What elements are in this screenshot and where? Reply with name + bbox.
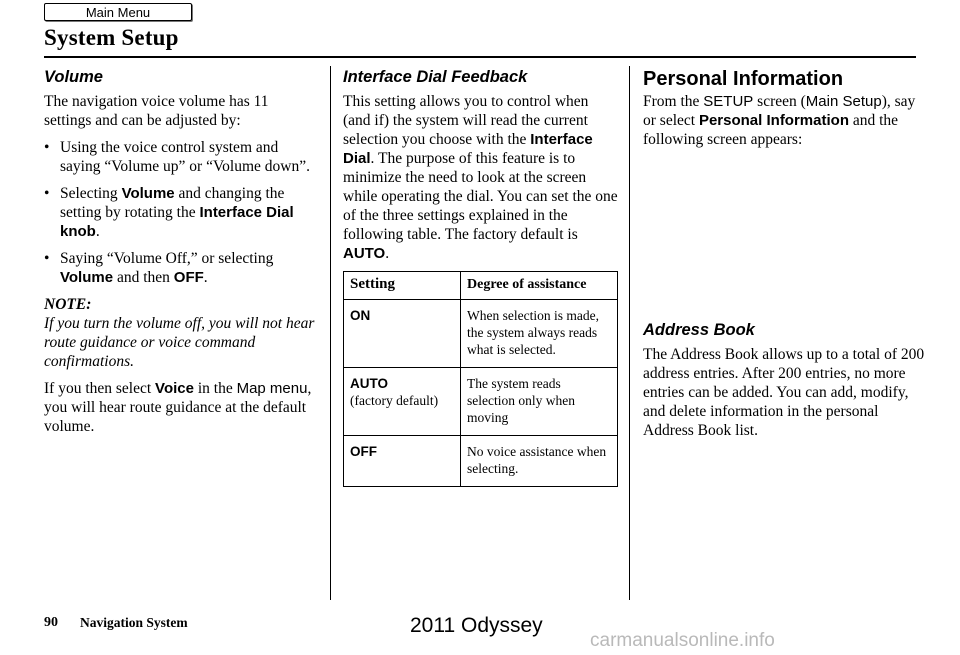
bullet-text: Using the voice control system and saying “Volume up” or “Volume down”. — [60, 139, 310, 175]
dial-feedback-paragraph — [343, 92, 618, 263]
setting-value: OFF — [350, 444, 377, 459]
text: If you then select — [44, 380, 156, 397]
main-menu-button[interactable]: Main Menu — [44, 3, 192, 21]
bullet-icon: • — [44, 139, 50, 156]
table-cell-setting — [344, 300, 461, 368]
table-row — [344, 436, 618, 487]
setting-subtext: (factory default) — [350, 393, 439, 408]
ui-term: Interface Dial knob — [60, 204, 294, 240]
table-cell-desc: When selection is made, the system always reads what is selected. — [461, 300, 618, 368]
table-header-row — [344, 272, 618, 300]
settings-table — [343, 271, 618, 487]
ui-term: Volume — [60, 269, 114, 286]
bullet-text: . — [203, 269, 208, 286]
text: . — [385, 245, 390, 262]
dial-feedback-heading: Interface Dial Feedback — [343, 68, 528, 86]
personal-info-heading: Personal Information — [643, 68, 844, 90]
footer-model: 2011 Odyssey — [410, 614, 543, 637]
bullet-text: . — [95, 223, 100, 240]
screen-image-placeholder — [643, 157, 925, 319]
setting-value: AUTO — [350, 376, 389, 391]
table-row — [344, 368, 618, 436]
volume-intro: The navigation voice volume has 11 settings and can be adjusted by: — [44, 93, 269, 129]
address-book-paragraph: The Address Book allows up to a total of 200 address entries. After 200 entries, no more entries can be added. You can add, modify, and delete information in the personal Address Book list. — [643, 346, 925, 439]
text: This setting allows you to control when (and if) the system will read the current selection you choose with the — [343, 93, 589, 148]
bullet-icon: • — [44, 250, 50, 267]
ui-term: OFF — [173, 269, 204, 286]
list-item — [44, 138, 316, 176]
column-divider — [330, 66, 331, 600]
note-heading: NOTE: — [44, 296, 92, 313]
voice-paragraph — [44, 379, 316, 436]
text: From the — [643, 93, 704, 110]
page-number: 90 — [44, 615, 58, 630]
text: . The purpose of this feature is to minimize the need to look at the screen while operating the dial. You can set the one of the three settings explained in the following table. The factory default is — [343, 150, 618, 243]
ui-term: Voice — [155, 380, 194, 397]
text: , you will hear route guidance at the default volume. — [44, 380, 312, 435]
personal-info-paragraph — [643, 92, 925, 149]
footer-label: Navigation System — [80, 615, 188, 630]
bullet-text: and then — [113, 269, 174, 286]
ui-term: AUTO — [343, 245, 386, 262]
volume-heading: Volume — [44, 68, 103, 86]
watermark: carmanualsonline.info — [590, 630, 775, 651]
column-header-assistance: Degree of assistance — [461, 272, 618, 300]
ui-term: Map menu — [236, 380, 308, 397]
ui-term: Interface Dial — [343, 131, 593, 167]
table-cell-desc: No voice assistance when selecting. — [461, 436, 618, 487]
table-cell-setting — [344, 368, 461, 436]
table-row — [344, 300, 618, 368]
title-divider — [44, 56, 916, 58]
list-item — [44, 249, 316, 287]
ui-term: Main Setup — [805, 93, 882, 110]
dial-feedback-section — [343, 66, 618, 487]
bullet-icon: • — [44, 185, 50, 202]
ui-term: Volume — [121, 185, 175, 202]
text: in the — [193, 380, 237, 397]
text: screen ( — [753, 93, 806, 110]
list-item — [44, 184, 316, 241]
bullet-text: and changing the setting by rotating the — [60, 185, 285, 221]
text: ), say or select — [643, 93, 916, 129]
setting-value: ON — [350, 308, 371, 323]
table-cell-setting — [344, 436, 461, 487]
column-divider — [629, 66, 630, 600]
text: and the following screen appears: — [643, 112, 899, 148]
page-title: System Setup — [44, 25, 179, 50]
address-book-heading: Address Book — [643, 321, 755, 339]
note-text: If you turn the volume off, you will not hear route guidance or voice command confirmations. — [44, 315, 315, 370]
bullet-text: Saying “Volume Off,” or selecting — [60, 250, 274, 267]
volume-options-list — [44, 138, 316, 287]
ui-term: SETUP — [703, 93, 754, 110]
bullet-text: Selecting — [60, 185, 122, 202]
table-cell-desc: The system reads selection only when moving — [461, 368, 618, 436]
ui-term: Personal Information — [698, 112, 849, 129]
personal-info-section — [643, 66, 925, 448]
column-header-setting: Setting — [344, 272, 461, 300]
volume-section — [44, 66, 316, 444]
